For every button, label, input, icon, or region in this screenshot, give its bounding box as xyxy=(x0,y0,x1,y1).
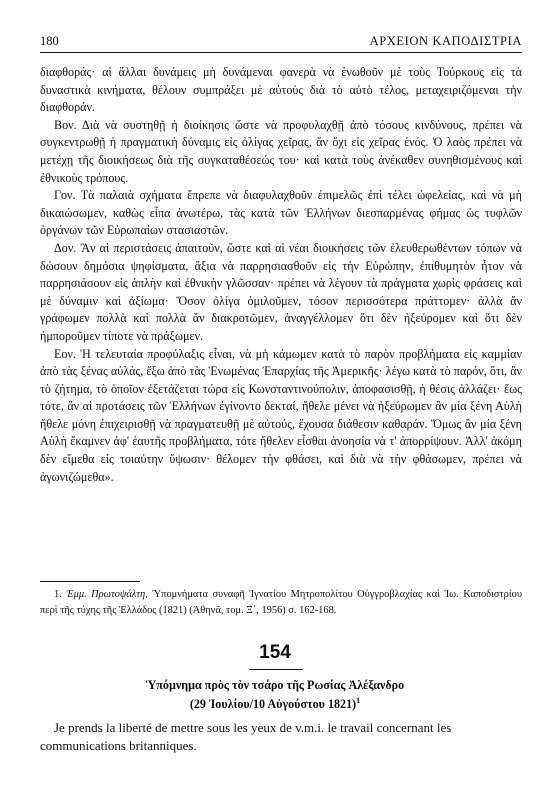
document-title: Ὑπόμνημα πρὸς τὸν τσάρο τῆς Ρωσίας Ἀλέξανδρο xyxy=(145,678,405,692)
paragraph-point-3: Γον. Τὰ παλαιὰ σχήματα ἔπρεπε νὰ διαφυλαχθοῦν ἐπιμελῶς ἐπὶ τέλει ὠφελείας, καὶ νὰ μὴ δικαιώσωμεν, καθὼς εἶπα ἀνωτέρω, τὰς κατὰ τῶν Ἑλλήνων διεσπαρμένας φήμας ὡς τυφλῶν ὀργάνων τῶν Εὐρωπαίων στασιαστῶν. xyxy=(40,188,522,238)
running-title: ΑΡΧΕΙΟΝ ΚΑΠΟΔΙΣΤΡΙΑ xyxy=(369,34,522,48)
page-number: 180 xyxy=(40,34,59,48)
footnote-marker: 1. xyxy=(54,589,62,600)
document-body: Je prends la liberté de mettre sous les yeux de v.m.i. le travail concernant les communications britanniques. xyxy=(40,720,452,753)
footnote-text: Ὑπομνήματα συναφῆ Ἰγνατίου Μητροπολίτου Οὐγγροβλαχίας καὶ Ἰω. Καποδιστρίου περὶ τῆς τύχης τῆς Ἑλλάδος (1821) (Ἀθηνᾶ, τομ. Ξ΄, 1956) σ. 162-168. xyxy=(40,589,523,616)
paragraph-point-5: Εον. Ἡ τελευταία προφύλαξις εἶναι, νὰ μὴ κάμωμεν κατὰ τὸ παρὸν προβλήματα εἰς καμμίαν ἀπὸ τὰς ξένας αὐλάς, ἔξω ἀπὸ τὰς Ἑνωμένας Ἐπαρχίας τῆς Ἀμερικῆς· λέγω κατὰ τὸ παρόν, ὅτι, ἂν τὸ ζήτημα, τὸ ὁποῖον ἐξετάζεται τώρα εἰς Κωνσταντινούπολιν, ἀποφασισθῇ, ἡ θέσις ἀλλάζει· ἕως τότε, ἂν αἱ προτάσεις τῶν Ἑλλήνων ἐγίνοντο δεκταί, ἤθελε μένει νὰ ἠξεύρωμεν ἂν μία ξένη Αὐλὴ ἤθελε μόνη ἐπιχειρισθῇ νὰ πραγματευθῇ μὲ αὐτούς, ἔχουσα διάθεσιν καθαράν. Ὅμως ἂν μία ξένη Αὐλὴ ἔκαμνεν ἀφ' ἑαυτῆς προβλήματα, τότε ἤθελεν εἶσθαι ἀνοησία νὰ τ' ἀπορρίψουν. Ἀλλ' ἀκόμη δὲν εἴμεθα εἰς τοιαύτην ὕψωσιν· θέλομεν τὴν φθάσει, καὶ διὰ νὰ τὴν φθάσωμεν, πρέπει νὰ ἀγωνιζώμεθα». xyxy=(40,346,522,484)
page-header xyxy=(40,30,522,53)
document-date-note-marker: 1 xyxy=(356,695,361,705)
document-number: 154 xyxy=(259,642,291,663)
body-text xyxy=(40,64,522,486)
document-date xyxy=(0,697,550,712)
paragraph-continuation: διαφθοράς· αἱ ἄλλαι δυνάμεις μὴ δυνάμεναι φανερὰ νὰ ἑνωθοῦν μὲ τοὺς Τούρκους εἰς τὰ δυναστικὰ κινήματα, θέλουν συμπράξει μὲ αὐτοὺς διὰ τὸ αὐτὸ τέλος, μεταχειριζόμεναι τὴν διαφθοράν. xyxy=(40,65,522,115)
footnote-divider xyxy=(40,581,140,582)
document-number-rule xyxy=(249,669,303,670)
paragraph-point-4: Δον. Ἂν αἱ περιστάσεις ἀπαιτοῦν, ὥστε καὶ αἱ νέαι διοικήσεις τῶν ἐλευθερωθέντων τόπων νὰ δώσουν δημόσια ψηφίσματα, ἄξια νὰ παρρησιασθοῦν εἰς τὴν Εὐρώπην, ἐπιθυμητὸν ἦτον νὰ παρρησιάσουν εἰς ἁπλὴν καὶ ἐθνικὴν γλῶσσαν· πρέπει νὰ λέγουν τὰ πράγματα χωρὶς φράσεις καὶ μὲ δύναμιν καὶ ἀξίωμα· Ὅσον ὀλίγα ὁμιλοῦμεν, τόσον περισσότερα πράττομεν· ἀλλὰ ἄν γράφωμεν πολλὰ καὶ πολλὰ ἄν διακροτῶμεν, ἀναγγέλλομεν ὅτι δὲν ἠξεύρομεν καὶ ὅτι δὲν ἠμποροῦμεν τίποτε νὰ πράξωμεν. xyxy=(40,240,522,343)
paragraph-point-2: Βον. Διὰ νὰ συστηθῇ ἡ διοίκησις ὥστε νὰ προφυλαχθῇ ἀπὸ τόσους κινδύνους, πρέπει νὰ συγκεντρωθῇ ἡ πραγματικὴ δύναμις εἰς ὀλίγας χεῖρας, ἄν ὄχι εἰς χεῖρας ἑνός. Ὁ λαὸς πρέπει νὰ μετέχῃ τῆς διοικήσεως διὰ τῆς συγκαταθέσεώς του· καὶ κατὰ τοὺς ἀνέκαθεν συνηθισμένους καὶ ἐθνικοὺς τρόπους. xyxy=(40,117,522,185)
footnote-author: Ἐμμ. Πρωτοψάλτη, xyxy=(66,589,148,600)
footnote xyxy=(40,587,522,619)
document-date-text: (29 Ἰουλίου/10 Αὐγούστου 1821) xyxy=(189,697,357,711)
